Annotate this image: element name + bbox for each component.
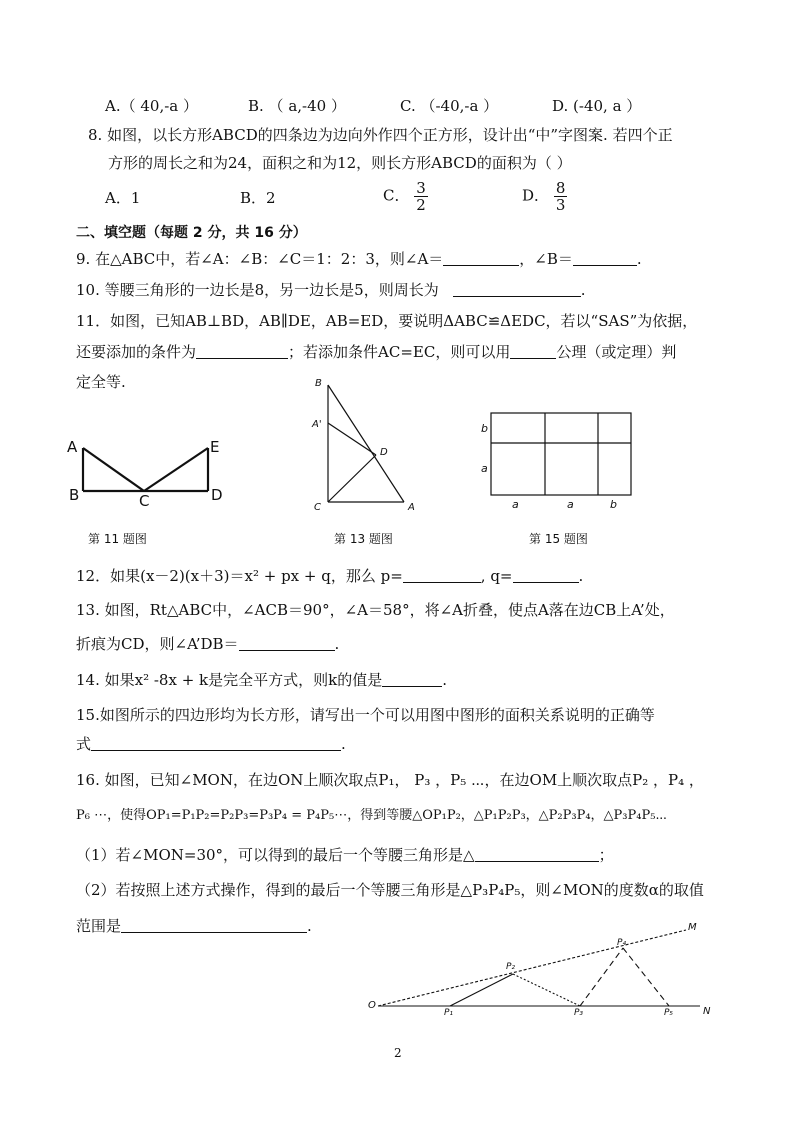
figure-15 bbox=[490, 412, 640, 502]
q10-text-a: 10. 等腰三角形的一边长是8，另一边长是5，则周长为 bbox=[76, 281, 439, 299]
q16-text-line1: 16. 如图，已知∠MON，在边ON上顺次取点P₁， P₃ ，P₅ ⋯，在边OM上顺次取点P₂ ，P₄ ， bbox=[76, 771, 704, 789]
fig11-segment-ac bbox=[83, 448, 144, 491]
fig13-label-b: B bbox=[315, 378, 322, 389]
fig15-outer-rect bbox=[491, 413, 631, 495]
q9-text-b: ，∠B＝ bbox=[519, 250, 573, 268]
fig13-segment-ba bbox=[328, 385, 404, 502]
fig15-label-a-left: a bbox=[481, 462, 488, 475]
q15-text-line2b: . bbox=[341, 735, 346, 753]
fig16-label-p4: P₄ bbox=[617, 938, 627, 948]
q13-blank-angle[interactable] bbox=[239, 636, 335, 651]
page-number: 2 bbox=[394, 1046, 402, 1060]
fig13-segment-a1d bbox=[328, 423, 376, 455]
q16-blank-range[interactable] bbox=[121, 918, 307, 933]
q8-option-d bbox=[522, 180, 567, 213]
q9-blank-angle-a[interactable] bbox=[443, 251, 519, 266]
q8-option-c-fraction bbox=[414, 180, 428, 213]
q11-blank-condition[interactable] bbox=[196, 344, 288, 359]
q16-line3 bbox=[76, 845, 614, 865]
q15-text-line2a: 式 bbox=[76, 735, 92, 753]
q8-option-b: B．2 bbox=[240, 189, 276, 207]
q7-option-a: A.（ 40,-a ） bbox=[105, 97, 199, 115]
q8-text-line1: 8. 如图，以长方形ABCD的四条边为边向外作四个正方形，设计出“中”字图案. 若四个正 bbox=[88, 126, 673, 144]
q13-text-line2b: . bbox=[334, 635, 340, 653]
fig11-caption: 第 11 题图 bbox=[88, 532, 147, 546]
figure-13 bbox=[320, 380, 430, 510]
q12-text-c: . bbox=[578, 567, 584, 585]
fig15-caption: 第 15 题图 bbox=[529, 532, 588, 546]
fig16-label-p5: P₅ bbox=[664, 1008, 674, 1018]
q16-text-line5a: 范围是 bbox=[76, 917, 122, 935]
fig13-label-a: A bbox=[408, 502, 415, 513]
q7-option-d: D. (-40, a ） bbox=[552, 97, 642, 115]
q11-text-line3: 定全等. bbox=[76, 373, 126, 391]
q16-blank-triangle[interactable] bbox=[475, 847, 599, 862]
q16-text-line3b: ； bbox=[598, 846, 614, 864]
fig13-label-c: C bbox=[314, 502, 321, 513]
q7-option-c: C. （-40,-a ） bbox=[400, 97, 499, 115]
q7-option-b: B. （ a,-40 ） bbox=[248, 97, 346, 115]
fig16-ray-om bbox=[378, 930, 686, 1006]
q9 bbox=[76, 249, 642, 269]
fig13-caption: 第 13 题图 bbox=[334, 532, 393, 546]
section-2-title: 二、填空题（每题 2 分，共 16 分） bbox=[76, 225, 307, 241]
q15-line2 bbox=[76, 734, 346, 754]
fig15-label-a-bottom-1: a bbox=[512, 498, 519, 511]
q11-text-line2c: 公理（或定理）判 bbox=[556, 343, 677, 361]
q12-text-a: 12．如果(x－2)(x＋3)＝x² + px + q，那么 p= bbox=[76, 567, 403, 585]
q10-blank-perimeter[interactable] bbox=[453, 282, 581, 297]
q16-line5 bbox=[76, 916, 312, 936]
fig16-label-n: N bbox=[703, 1006, 711, 1017]
fig16-label-p1: P₁ bbox=[444, 1008, 454, 1018]
q15-blank-equation[interactable] bbox=[91, 736, 341, 751]
q14-blank-k[interactable] bbox=[382, 672, 442, 687]
fig13-segment-cd bbox=[328, 455, 376, 502]
fig16-segment-p2p3 bbox=[513, 974, 580, 1006]
q12 bbox=[76, 566, 583, 586]
q8-option-d-fraction bbox=[554, 180, 568, 213]
q16-text-line2: P₆ ⋯，使得OP₁=P₁P₂=P₂P₃=P₃P₄ = P₄P₅⋯，得到等腰△OP₁P₂，△P₁P₂P₃，△P₂P₃P₄，△P₃P₄P₅⋯ bbox=[76, 808, 668, 823]
q15-text-line1: 15.如图所示的四边形均为长方形，请写出一个可以用图中图形的面积关系说明的正确等 bbox=[76, 706, 655, 724]
fig15-label-b-left: b bbox=[481, 422, 488, 435]
q8-option-c bbox=[383, 180, 428, 213]
q10-text-b: . bbox=[580, 281, 586, 299]
q13-text-line2a: 折痕为CD，则∠A’DB＝ bbox=[76, 635, 239, 653]
fig11-label-c: C bbox=[139, 492, 150, 510]
q16-text-line4: （2）若按照上述方式操作，得到的最后一个等腰三角形是△P₃P₄P₅，则∠MON的度数α的取值 bbox=[76, 881, 704, 899]
fig15-label-b-bottom: b bbox=[610, 498, 617, 511]
q11-text-line1: 11．如图，已知AB⊥BD，AB∥DE，AB=ED，要说明ΔABC≌ΔEDC，若以“SAS”为依据， bbox=[76, 312, 698, 330]
q14-text-b: . bbox=[442, 671, 448, 689]
q16-text-line3a: （1）若∠MON=30°，可以得到的最后一个等腰三角形是△ bbox=[76, 846, 475, 864]
fig16-segment-p4p5 bbox=[623, 948, 669, 1006]
fig11-label-a: A bbox=[67, 438, 78, 456]
fig16-label-p2: P₂ bbox=[506, 962, 516, 972]
fig13-label-a-prime: A' bbox=[312, 419, 322, 430]
fig16-label-m: M bbox=[688, 922, 697, 933]
q11-line2 bbox=[76, 342, 676, 362]
q12-blank-p[interactable] bbox=[403, 568, 481, 583]
q10 bbox=[76, 280, 586, 300]
q12-blank-q[interactable] bbox=[513, 568, 579, 583]
q8-text-line2: 方形的周长之和为24，面积之和为12，则长方形ABCD的面积为（ ） bbox=[108, 154, 572, 172]
q9-blank-angle-b[interactable] bbox=[573, 251, 637, 266]
q8-option-c-label: C． bbox=[383, 186, 410, 205]
figure-16 bbox=[374, 925, 714, 1015]
q8-option-d-numerator: 8 bbox=[555, 179, 566, 197]
fig11-label-d: D bbox=[211, 486, 223, 504]
q11-text-line2b: ；若添加条件AC=EC，则可以用 bbox=[288, 343, 511, 361]
q14-text-a: 14. 如果x² -8x + k是完全平方式，则k的值是 bbox=[76, 671, 383, 689]
fig16-label-p3: P₃ bbox=[574, 1008, 584, 1018]
figure-11 bbox=[70, 438, 230, 508]
fig11-segment-ce bbox=[144, 448, 208, 491]
q13-text-line1: 13. 如图，Rt△ABC中，∠ACB＝90°，∠A＝58°，将∠A折叠，使点A落在边CB上A’处， bbox=[76, 601, 675, 619]
q8-option-a: A．1 bbox=[105, 189, 141, 207]
q9-text-c: . bbox=[636, 250, 642, 268]
fig13-label-d: D bbox=[380, 447, 388, 458]
q8-option-d-denominator: 3 bbox=[555, 196, 566, 214]
q13-line2 bbox=[76, 634, 339, 654]
q8-option-c-numerator: 3 bbox=[416, 179, 426, 197]
q11-blank-theorem[interactable] bbox=[510, 344, 556, 359]
fig15-label-a-bottom-2: a bbox=[567, 498, 574, 511]
fig16-segment-p1p2 bbox=[450, 974, 513, 1006]
q8-option-c-denominator: 2 bbox=[416, 196, 426, 214]
fig11-label-e: E bbox=[210, 438, 220, 456]
q11-text-line2a: 还要添加的条件为 bbox=[76, 343, 197, 361]
fig11-label-b: B bbox=[69, 486, 80, 504]
q14 bbox=[76, 670, 447, 690]
fig16-segment-p3p4 bbox=[580, 948, 623, 1006]
fig16-label-o: O bbox=[368, 1000, 376, 1011]
q12-text-b: , q= bbox=[480, 567, 513, 585]
q9-text-a: 9. 在△ABC中，若∠A：∠B：∠C＝1：2：3，则∠A＝ bbox=[76, 250, 444, 268]
q8-option-d-label: D． bbox=[522, 186, 550, 205]
q16-text-line5b: . bbox=[307, 917, 312, 935]
